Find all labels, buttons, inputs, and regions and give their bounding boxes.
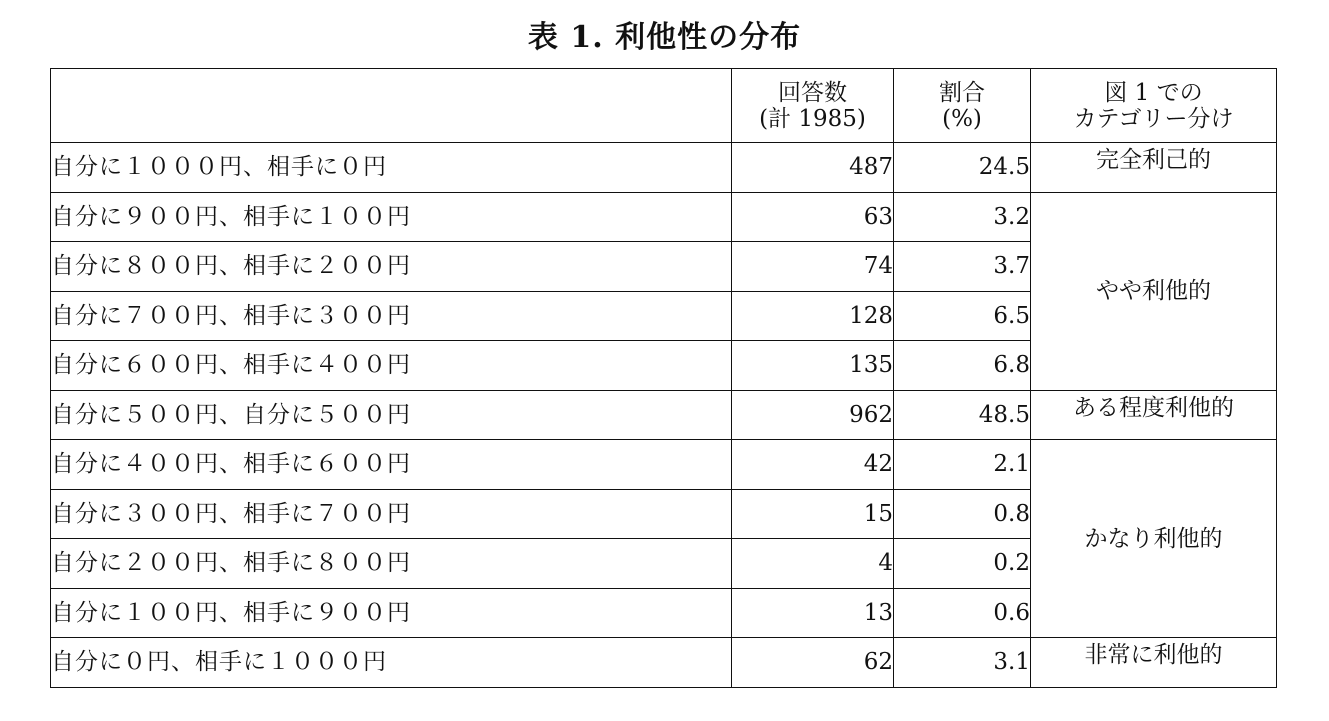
count-cell: 4 [732, 539, 894, 589]
category-somewhat-altruistic: やや利他的 [1031, 192, 1277, 390]
header-ratio-label: 割合 [939, 79, 985, 106]
altruism-distribution-table [50, 68, 1277, 688]
allocation-cell: 自分に５００円、自分に５００円 [51, 390, 732, 440]
allocation-cell: 自分に４００円、相手に６００円 [51, 440, 732, 490]
allocation-cell: 自分に３００円、相手に７００円 [51, 489, 732, 539]
header-allocation [51, 69, 732, 143]
percent-cell: 3.1 [894, 638, 1031, 688]
count-cell: 135 [732, 341, 894, 391]
table-title: 表 1. 利他性の分布 [527, 20, 802, 55]
count-cell: 15 [732, 489, 894, 539]
category-quite-altruistic: かなり利他的 [1031, 440, 1277, 638]
allocation-cell: 自分に９００円、相手に１００円 [51, 192, 732, 242]
category-very-altruistic: 非常に利他的 [1031, 638, 1277, 688]
percent-cell: 6.5 [894, 291, 1031, 341]
percent-cell: 0.8 [894, 489, 1031, 539]
header-responses-total: (計 1985) [759, 105, 866, 132]
allocation-cell: 自分に８００円、相手に２００円 [51, 242, 732, 292]
count-cell: 962 [732, 390, 894, 440]
header-responses-label: 回答数 [778, 79, 847, 106]
percent-cell: 0.2 [894, 539, 1031, 589]
allocation-cell: 自分に０円、相手に１０００円 [51, 638, 732, 688]
category-complete-selfish: 完全利己的 [1031, 143, 1277, 193]
category-moderately-altruistic: ある程度利他的 [1031, 390, 1277, 440]
count-cell: 62 [732, 638, 894, 688]
header-category-line2: カテゴリー分け [1073, 105, 1234, 132]
count-cell: 63 [732, 192, 894, 242]
allocation-cell: 自分に７００円、相手に３００円 [51, 291, 732, 341]
allocation-cell: 自分に６００円、相手に４００円 [51, 341, 732, 391]
allocation-cell: 自分に１００円、相手に９００円 [51, 588, 732, 638]
header-ratio [894, 69, 1031, 143]
table-row [51, 143, 1277, 193]
count-cell: 42 [732, 440, 894, 490]
count-cell: 74 [732, 242, 894, 292]
percent-cell: 0.6 [894, 588, 1031, 638]
table-row [51, 390, 1277, 440]
header-category [1031, 69, 1277, 143]
header-ratio-unit: (%) [942, 105, 982, 132]
table-header-row [51, 69, 1277, 143]
percent-cell: 6.8 [894, 341, 1031, 391]
count-cell: 13 [732, 588, 894, 638]
percent-cell: 48.5 [894, 390, 1031, 440]
header-category-line1: 図 1 での [1104, 79, 1203, 106]
count-cell: 487 [732, 143, 894, 193]
table-row [51, 192, 1277, 242]
table-row [51, 440, 1277, 490]
percent-cell: 24.5 [894, 143, 1031, 193]
percent-cell: 2.1 [894, 440, 1031, 490]
table-row [51, 638, 1277, 688]
allocation-cell: 自分に１０００円、相手に０円 [51, 143, 732, 193]
count-cell: 128 [732, 291, 894, 341]
percent-cell: 3.7 [894, 242, 1031, 292]
percent-cell: 3.2 [894, 192, 1031, 242]
header-responses [732, 69, 894, 143]
allocation-cell: 自分に２００円、相手に８００円 [51, 539, 732, 589]
